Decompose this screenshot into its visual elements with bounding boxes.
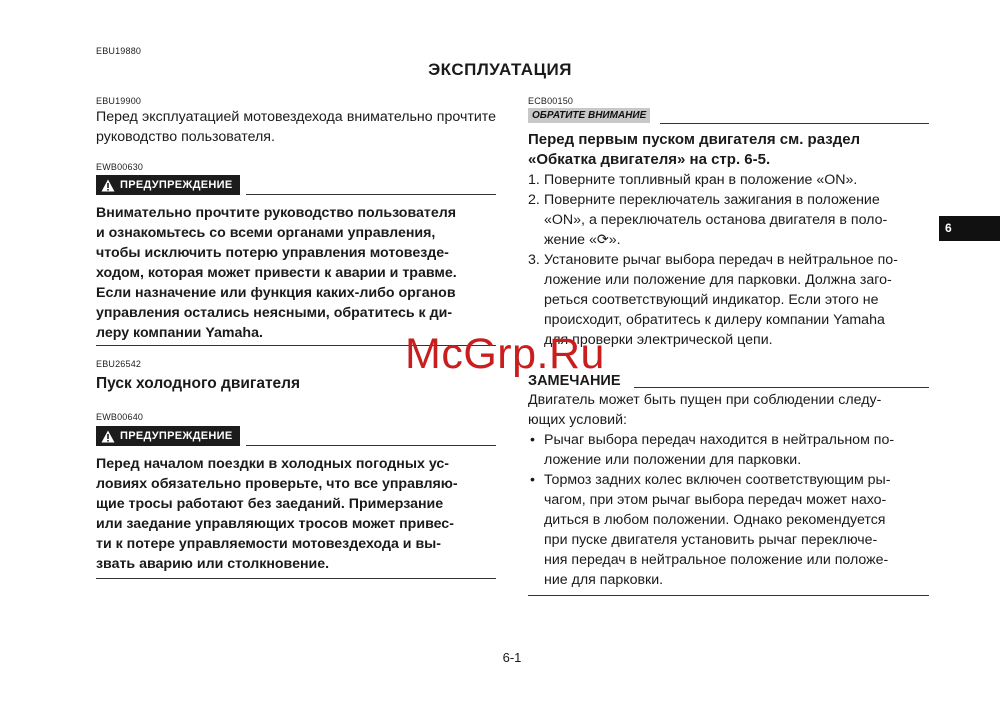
cold-start-heading: Пуск холодного двигателя: [96, 375, 301, 392]
warning2-line: звать аварию или столкновение.: [96, 556, 330, 572]
warning2-line: ти к потере управляемости мотовездехода и вы-: [96, 536, 442, 552]
bullet-line: диться в любом положении. Однако рекомендуется: [544, 512, 886, 528]
bullet-line: Рычаг выбора передач находится в нейтральном по-: [544, 432, 895, 448]
warning1-line: Внимательно прочтите руководство пользователя: [96, 205, 457, 221]
warning2-code: EWB00640: [96, 412, 144, 422]
step-line: Установите рычаг выбора передач в нейтральное по-: [544, 252, 898, 268]
section-code: EBU19880: [96, 46, 142, 56]
step-line: для проверки электрической цепи.: [544, 332, 773, 348]
bullet-line: чагом, при этом рычаг выбора передач может нахо-: [544, 492, 887, 508]
step-line: происходит, обратитесь к дилеру компании Yamaha: [544, 312, 885, 328]
bullet-line: ложение или положении для парковки.: [544, 452, 802, 468]
warning1-code: EWB00630: [96, 162, 144, 172]
warning2-rule: [246, 445, 496, 446]
warning2-end-rule: [96, 578, 496, 579]
warning2-line: или заедание управляющих тросов может привес-: [96, 516, 454, 532]
intro-text: Перед эксплуатацией мотовездехода внимательно прочтите руководство пользователя.: [96, 109, 496, 145]
warning1-line: чтобы исключить потерю управления мотовезде-: [96, 245, 449, 261]
bullet-dot: •: [530, 472, 535, 488]
warning1-line: и ознакомьтесь со всеми органами управления,: [96, 225, 436, 241]
watermark-text: McGrp.Ru: [405, 330, 605, 378]
caution-rule: [660, 123, 929, 124]
remark-intro-line: ющих условий:: [528, 412, 627, 428]
bullet-dot: •: [530, 432, 535, 448]
warning1-line: управления остались неясными, обратитесь к ди-: [96, 305, 453, 321]
step-line: Поверните переключатель зажигания в положение: [544, 192, 880, 208]
step-number: 3.: [528, 252, 540, 268]
step-number: 1.: [528, 172, 540, 188]
warning1-rule: [246, 194, 496, 195]
step-text: [544, 190, 929, 250]
cold-start-code: EBU26542: [96, 359, 142, 369]
warning1-line: Если назначение или функция каких-либо органов: [96, 285, 456, 301]
warning-triangle-icon: [101, 430, 115, 443]
caution-badge: ОБРАТИТЕ ВНИМАНИЕ: [528, 108, 650, 123]
step-line: ложение или положение для парковки. Должна заго-: [544, 272, 892, 288]
warning2-text: [96, 454, 496, 574]
remark-bullet-2: [528, 470, 929, 590]
page-title: ЭКСПЛУАТАЦИЯ: [428, 60, 572, 79]
step-line: реться соответствующий индикатор. Если этого не: [544, 292, 879, 308]
remark-heading: ЗАМЕЧАНИЕ: [528, 373, 621, 389]
warning2-line: ловиях обязательно проверьте, что все управляю-: [96, 476, 458, 492]
remark-rule: [634, 387, 929, 388]
warning1-line: ходом, которая может привести к аварии и травме.: [96, 265, 457, 281]
remark-bullet-1: [528, 430, 929, 470]
bullet-line: Тормоз задних колес включен соответствующим ры-: [544, 472, 891, 488]
warning1-text: [96, 203, 496, 343]
bullet-line: при пуске двигателя установить рычаг переключе-: [544, 532, 878, 548]
bullet-text: [544, 470, 929, 590]
chapter-tab: 6: [939, 216, 1000, 241]
warning1-badge: [96, 175, 240, 195]
bullet-line: ние для парковки.: [544, 572, 664, 588]
caution-line: «Обкатка двигателя» на стр. 6-5.: [528, 151, 771, 168]
remark-intro-line: Двигатель может быть пущен при соблюдении следу-: [528, 392, 882, 408]
warning1-label: ПРЕДУПРЕЖДЕНИЕ: [120, 179, 233, 191]
step-number: 2.: [528, 192, 540, 208]
warning1-line: леру компании Yamaha.: [96, 325, 263, 341]
caution-code: ECB00150: [528, 96, 574, 106]
bullet-line: ния передач в нейтральное положение или положе-: [544, 552, 889, 568]
remark-end-rule: [528, 595, 929, 596]
warning2-label: ПРЕДУПРЕЖДЕНИЕ: [120, 430, 233, 442]
warning-triangle-icon: [101, 179, 115, 192]
caution-text: [528, 130, 929, 170]
step-1: [528, 170, 929, 190]
step-line: «ON», а переключатель останова двигателя в поло-: [544, 212, 888, 228]
step-line: Поверните топливный кран в положение «ON».: [544, 172, 858, 188]
page-number: 6-1: [502, 650, 522, 665]
step-line: жение «⟳».: [544, 232, 621, 248]
intro-code: EBU19900: [96, 96, 142, 106]
warning2-badge: [96, 426, 240, 446]
caution-line: Перед первым пуском двигателя см. раздел: [528, 131, 861, 148]
remark-intro: [528, 390, 929, 430]
bullet-text: [544, 430, 929, 470]
step-2: [528, 190, 929, 250]
warning2-line: щие тросы работают без заеданий. Примерзание: [96, 496, 444, 512]
warning2-line: Перед началом поездки в холодных погодных ус-: [96, 456, 449, 472]
